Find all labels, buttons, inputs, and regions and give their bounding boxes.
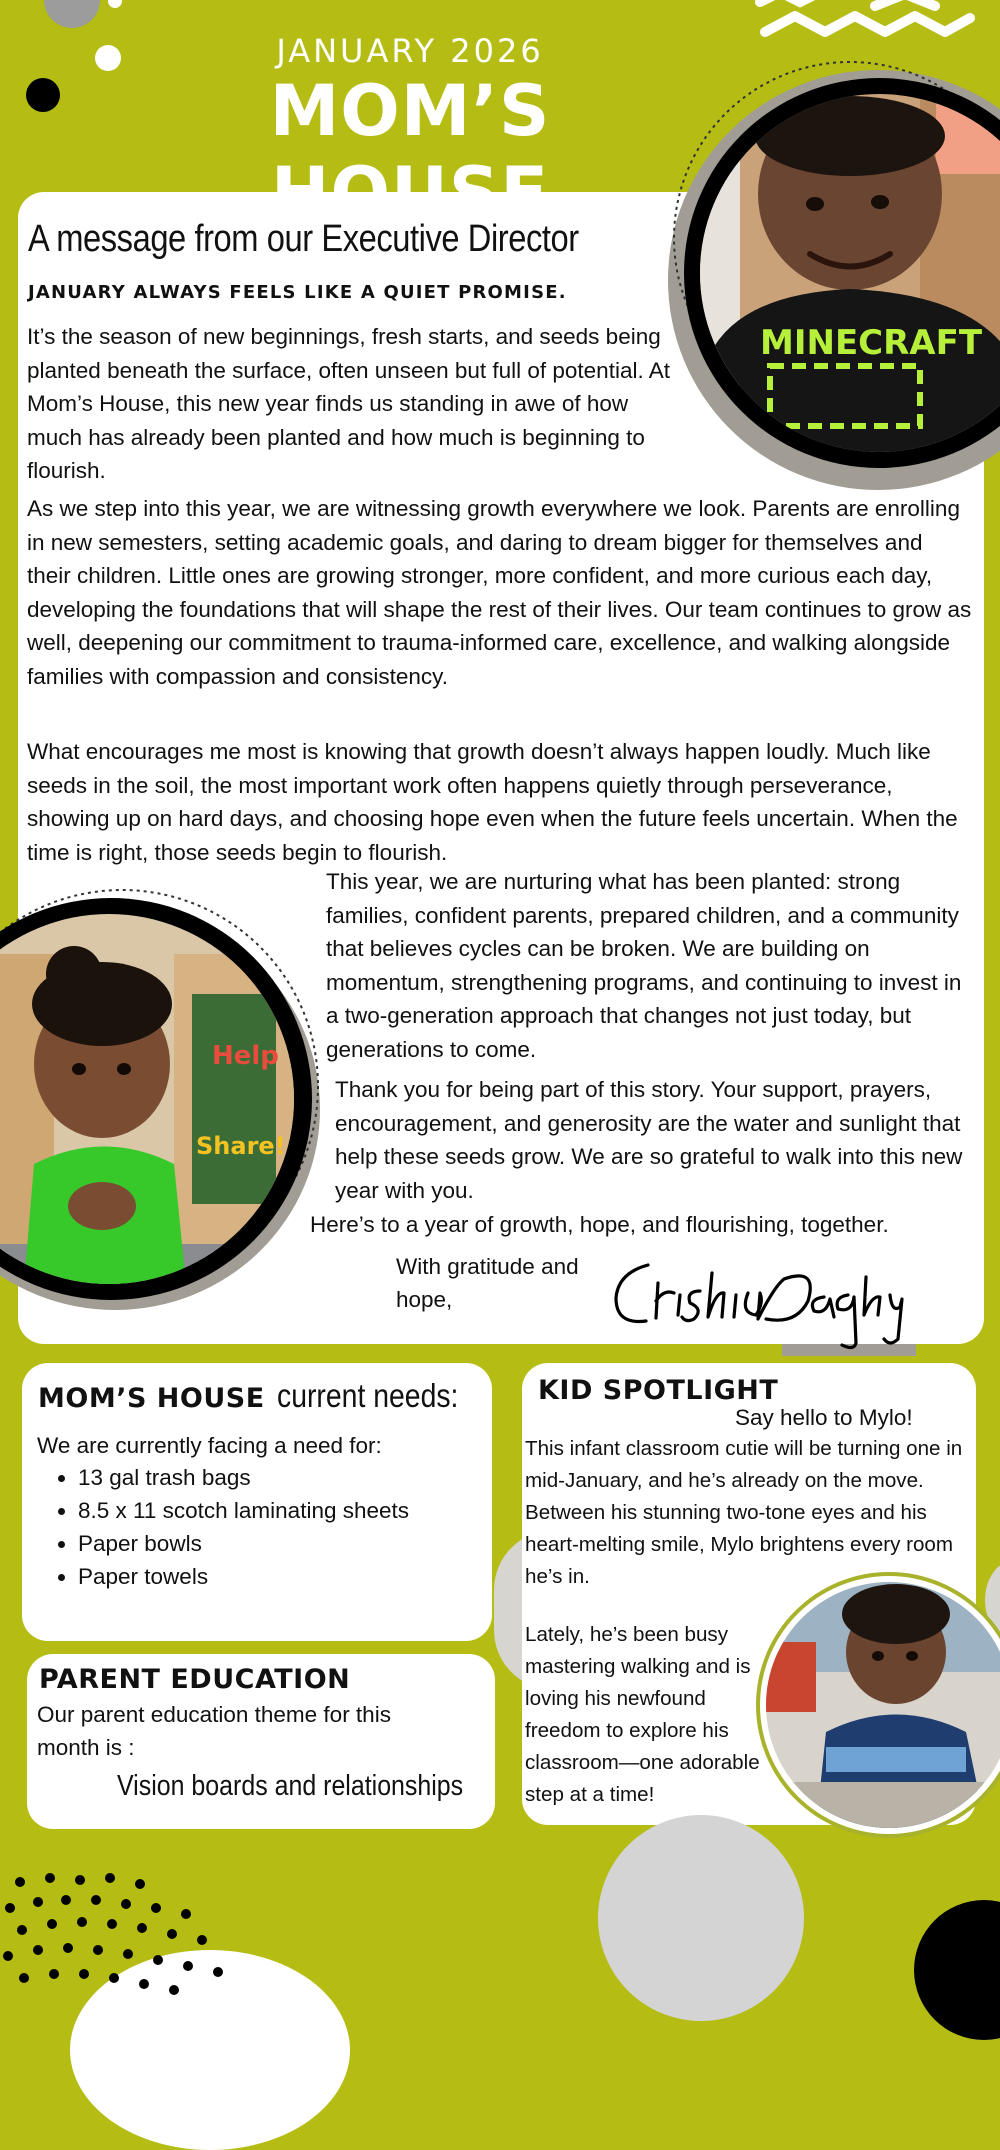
decor-black-dot [26,78,60,112]
issue-month: JANUARY 2026 [276,32,544,70]
classroom-sign-text-1: Help [212,1041,279,1071]
classroom-sign-text-2: Share! [196,1132,286,1160]
parent-education-card [27,1654,495,1829]
needs-intro: We are currently facing a need for: [37,1433,382,1458]
education-heading: PARENT EDUCATION [39,1664,351,1695]
message-paragraph-4: This year, we are nurturing what has been planted: strong families, confident parents, prepared children, and a community that believes cycles can be broken. We are building on momentum, strengthening programs, and continuing to invest in a two-generation approach that changes not just today, but generations to come. [326,869,962,1062]
current-needs-card [22,1363,492,1641]
needs-heading-bold: MOM’S HOUSE [38,1383,265,1414]
decor-gray-circle [44,0,100,28]
needs-list [38,1461,409,1593]
child-photo-mylo [766,1582,1000,1828]
closing-text: With gratitude and hope, [396,1254,579,1312]
needs-item: • 8.5 x 11 scotch laminating sheets [78,1494,409,1527]
message-paragraph-2: As we step into this year, we are witnessing growth everywhere we look. Parents are enrolling in new semesters, setting academic goals, and daring to dream bigger for themselves and their children. Little ones are growing stronger, more confident, and more curious each day, developing the foundations that will shape the rest of their lives. Our team continues to grow as well, deepening our commitment to trauma-informed care, excellence, and walking alongside families with compassion and consistency. [27,496,972,689]
message-paragraph-6: Here’s to a year of growth, hope, and flourishing, together. [310,1212,889,1237]
message-paragraph-1: It’s the season of new beginnings, fresh starts, and seeds being planted beneath the surface, often unseen but full of potential. At Mom’s House, this new year finds us standing in awe of how much has already been planted and how much is beginning to flourish. [27,324,670,483]
spotlight-paragraph-2: Lately, he’s been busy mastering walking and is loving his newfound freedom to explore his classroom—one adorable step at a time! [525,1623,760,1806]
message-subheading: JANUARY ALWAYS FEELS LIKE A QUIET PROMISE. [28,282,567,303]
needs-item: • 13 gal trash bags [78,1461,409,1494]
newsletter-title: MOM’S [269,70,551,152]
decor-black-circle-bottom [914,1900,1000,2040]
shirt-text: MINECRAFT [760,323,983,363]
message-paragraph-3: What encourages me most is knowing that growth doesn’t always happen loudly. Much like seeds in the soil, the most important work often happens quietly through perseverance, showing up on hard days, and choosing hope even when the future feels uncertain. When the time is right, those seeds begin to flourish. [27,739,958,865]
needs-item: • Paper towels [78,1560,409,1593]
director-signature [608,1243,908,1353]
decor-white-dot [95,45,121,71]
decor-dot-pattern [0,1870,280,2000]
spotlight-heading: KID SPOTLIGHT [538,1375,779,1406]
education-theme: Vision boards and relationships [117,1770,464,1802]
decor-zigzag-lines [755,0,1000,60]
decor-gray-circle-bottom [598,1815,804,2021]
spotlight-hello: Say hello to Mylo! [735,1405,913,1430]
decor-white-dot-small [108,0,122,8]
spotlight-paragraph-1: This infant classroom cutie will be turning one in mid-January, and he’s already on the move. Between his stunning two-tone eyes and his heart-melting smile, Mylo brightens every room he’s in. [525,1437,963,1588]
needs-item: • Paper bowls [78,1527,409,1560]
needs-heading-light: current needs: [277,1377,459,1414]
education-text: Our parent education theme for this month is : [37,1702,391,1760]
message-heading: A message from our Executive Director [28,218,579,260]
message-paragraph-5: Thank you for being part of this story. Your support, prayers, encouragement, and generosity are the water and sunlight that help these seeds grow. We are so grateful to walk into this new year with you. [335,1077,963,1203]
